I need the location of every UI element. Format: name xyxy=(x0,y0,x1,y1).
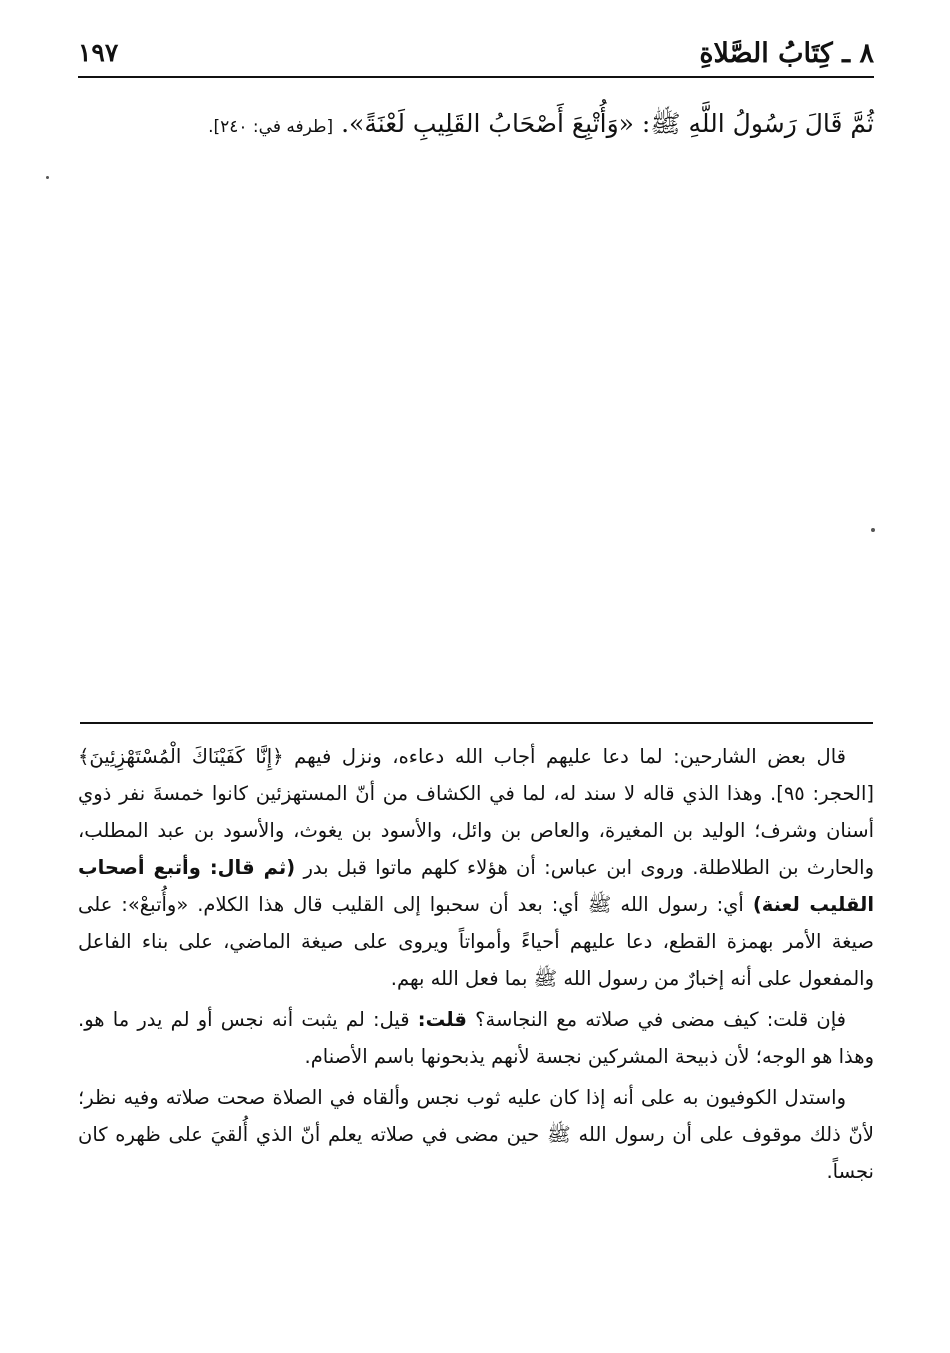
page-number: ١٩٧ xyxy=(78,38,119,67)
cross-reference: [طرفه في: ٢٤٠]. xyxy=(208,117,334,137)
commentary-text: أي: رسول الله ﷺ أي: بعد أن سحبوا إلى القليب قال هذا الكلام. «وأُتبعْ»: على صيغة الأمر بهمزة القطع، دعا عليهم أحياءً وأمواتاً ويروى على صيغة الماضي، على بناء الفاعل والمفعول على أنه إخبارٌ من رسول الله ﷺ بما فعل الله بهم. xyxy=(78,893,874,990)
chapter-title: ٨ ـ كِتَابُ الصَّلاةِ xyxy=(699,38,874,69)
commentary-paragraph xyxy=(78,1079,874,1190)
scan-speck xyxy=(46,176,49,179)
page-header xyxy=(78,36,874,78)
commentary-paragraph xyxy=(78,1001,874,1075)
scan-speck xyxy=(871,528,875,532)
commentary-text: قيل: لم يثبت أنه نجس أو لم يدر ما هو. وهذا هو الوجه؛ لأن ذبيحة المشركين نجسة لأنهم يذبحونها باسم الأصنام. xyxy=(78,1008,874,1068)
footnote-divider xyxy=(80,722,873,724)
hadith-line: ثُمَّ قَالَ رَسُولُ اللَّهِ ﷺ: «وَأُتْبِعَ أَصْحَابُ القَلِيبِ لَعْنَةً». xyxy=(341,109,874,138)
quoted-phrase: (ثم قال: وأتبع أصحاب القليب لعنة) xyxy=(78,856,875,916)
answer-marker: قلت: xyxy=(417,1008,467,1031)
commentary xyxy=(78,738,874,1190)
hadith-text xyxy=(78,104,874,147)
commentary-text: قال بعض الشارحين: لما دعا عليهم أجاب الله دعاءه، ونزل فيهم ﴿إِنَّا كَفَيْنَاكَ الْمُسْتَهْزِئِينَ﴾ [الحجر: ٩٥]. وهذا الذي قاله لا سند له، لما في الكشاف من أنّ المستهزئين كانوا خمسةَ نفر ذوي أسنان وشرف؛ الوليد بن المغيرة، والعاص بن وائل، والأسود بن يغوث، والأسود بن عبد المطلب، والحارث بن الطلاطلة. وروى ابن عباس: أن هؤلاء كلهم ماتوا قبل بدر xyxy=(78,745,875,879)
commentary-paragraph xyxy=(78,738,874,997)
commentary-text: فإن قلت: كيف مضى في صلاته مع النجاسة؟ xyxy=(475,1008,846,1031)
commentary-text: واستدل الكوفيون به على أنه إذا كان عليه ثوب نجس وألقاه في الصلاة صحت صلاته وفيه نظر؛ لأنّ ذلك موقوف على أن رسول الله ﷺ حين مضى في صلاته يعلم أنّ الذي أُلقيَ على ظهره كان نجساً. xyxy=(78,1086,874,1183)
